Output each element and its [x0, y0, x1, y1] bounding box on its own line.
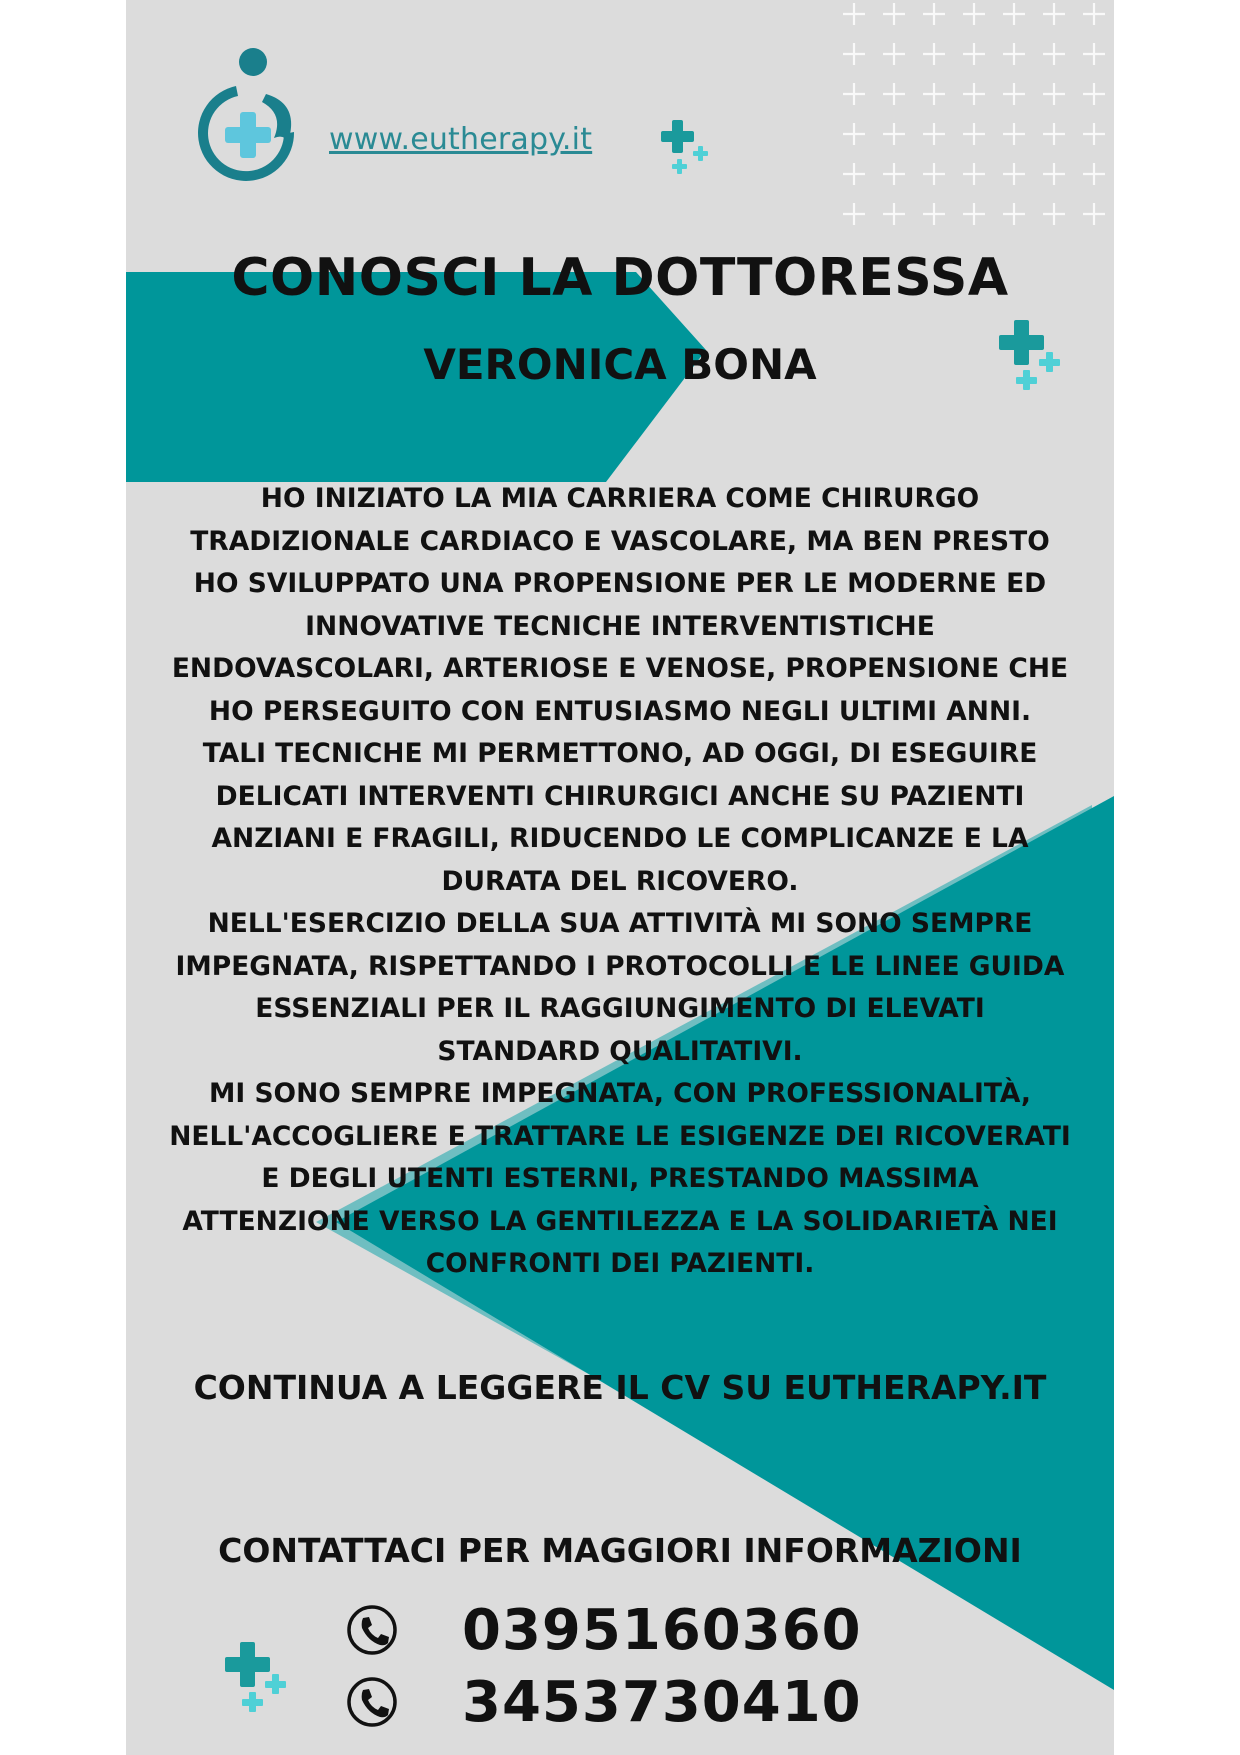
bio-line: HO PERSEGUITO CON ENTUSIASMO NEGLI ULTIMI ANNI. — [208, 695, 1032, 727]
plus-mark — [883, 123, 905, 145]
plus-mark — [843, 43, 865, 65]
medical-cross-icon — [660, 116, 716, 176]
bio-line: ESSENZIALI PER IL RAGGIUNGIMENTO DI ELEVATI — [255, 993, 985, 1024]
plus-mark — [1043, 203, 1065, 225]
plus-mark — [1003, 163, 1025, 185]
plus-mark — [1003, 3, 1025, 25]
plus-mark — [1043, 3, 1065, 25]
phone-row[interactable] — [346, 1598, 862, 1662]
plus-mark — [1043, 163, 1065, 185]
bio-text — [148, 478, 1092, 1286]
bio-line: ENDOVASCOLARI, ARTERIOSE E VENOSE, PROPENSIONE CHE — [171, 653, 1069, 684]
plus-mark — [923, 203, 945, 225]
plus-mark — [843, 203, 865, 225]
bio-line: DELICATI INTERVENTI CHIRURGICI ANCHE SU PAZIENTI — [215, 780, 1025, 812]
plus-mark — [923, 163, 945, 185]
bio-line: ATTENZIONE VERSO LA GENTILEZZA E LA SOLIDARIETÀ NEI — [182, 1205, 1058, 1237]
plus-mark — [1043, 83, 1065, 105]
plus-mark — [883, 203, 905, 225]
phone-number[interactable]: 3453730410 — [462, 1669, 862, 1735]
bio-line: TRADIZIONALE CARDIACO E VASCOLARE, MA BEN PRESTO — [190, 525, 1050, 557]
plus-mark — [963, 83, 985, 105]
plus-grid-pattern — [843, 3, 1105, 225]
plus-mark — [1003, 203, 1025, 225]
bio-line: CONFRONTI DEI PAZIENTI. — [425, 1248, 815, 1279]
page-title: CONOSCI LA DOTTORESSA — [231, 248, 1009, 308]
plus-mark — [1043, 123, 1065, 145]
plus-mark — [883, 163, 905, 185]
plus-mark — [1083, 3, 1105, 25]
read-more-text: CONTINUA A LEGGERE IL CV SU EUTHERAPY.IT — [193, 1368, 1047, 1407]
plus-mark — [1083, 83, 1105, 105]
bio-line: ANZIANI E FRAGILI, RIDUCENDO LE COMPLICANZE E LA — [211, 823, 1029, 854]
plus-mark — [843, 3, 865, 25]
eutherapy-logo-icon — [196, 42, 306, 192]
doctor-name: VERONICA BONA — [423, 340, 817, 389]
plus-mark — [883, 3, 905, 25]
plus-mark — [963, 123, 985, 145]
plus-mark — [1003, 83, 1025, 105]
plus-mark — [1083, 123, 1105, 145]
plus-mark — [1043, 43, 1065, 65]
bio-line: NELL'ACCOGLIERE E TRATTARE LE ESIGENZE DEI RICOVERATI — [169, 1120, 1071, 1152]
plus-mark — [963, 203, 985, 225]
bio-line: NELL'ESERCIZIO DELLA SUA ATTIVITÀ MI SONO SEMPRE — [207, 908, 1033, 939]
phone-icon — [346, 1676, 398, 1728]
phone-number[interactable]: 0395160360 — [462, 1597, 862, 1663]
poster — [126, 0, 1114, 1755]
bio-line: INNOVATIVE TECNICHE INTERVENTISTICHE — [305, 610, 935, 642]
bio-line: HO INIZIATO LA MIA CARRIERA COME CHIRURGO — [260, 483, 980, 514]
plus-mark — [843, 83, 865, 105]
phone-icon — [346, 1604, 398, 1656]
bio-line: MI SONO SEMPRE IMPEGNATA, CON PROFESSIONALITÀ, — [209, 1078, 1031, 1109]
bio-line: DURATA DEL RICOVERO. — [441, 865, 799, 897]
medical-cross-icon — [225, 1640, 291, 1716]
contact-heading: CONTATTACI PER MAGGIORI INFORMAZIONI — [218, 1531, 1022, 1570]
plus-mark — [923, 3, 945, 25]
plus-mark — [843, 123, 865, 145]
plus-mark — [1003, 123, 1025, 145]
bio-line: IMPEGNATA, RISPETTANDO I PROTOCOLLI E LE LINEE GUIDA — [175, 950, 1065, 982]
bio-line: STANDARD QUALITATIVI. — [437, 1035, 803, 1067]
plus-mark — [1083, 163, 1105, 185]
bio-line: HO SVILUPPATO UNA PROPENSIONE PER LE MODERNE ED — [193, 568, 1047, 599]
plus-mark — [883, 43, 905, 65]
bio-line: E DEGLI UTENTI ESTERNI, PRESTANDO MASSIMA — [261, 1163, 979, 1194]
plus-mark — [843, 163, 865, 185]
plus-mark — [963, 43, 985, 65]
plus-mark — [963, 3, 985, 25]
plus-mark — [1083, 43, 1105, 65]
bio-line: TALI TECNICHE MI PERMETTONO, AD OGGI, DI ESEGUIRE — [202, 738, 1038, 769]
plus-mark — [923, 83, 945, 105]
website-link[interactable]: www.eutherapy.it — [329, 122, 593, 157]
plus-mark — [923, 43, 945, 65]
plus-mark — [883, 83, 905, 105]
phone-row[interactable] — [346, 1670, 862, 1734]
plus-mark — [1083, 203, 1105, 225]
plus-mark — [963, 163, 985, 185]
plus-mark — [1003, 43, 1025, 65]
plus-mark — [923, 123, 945, 145]
